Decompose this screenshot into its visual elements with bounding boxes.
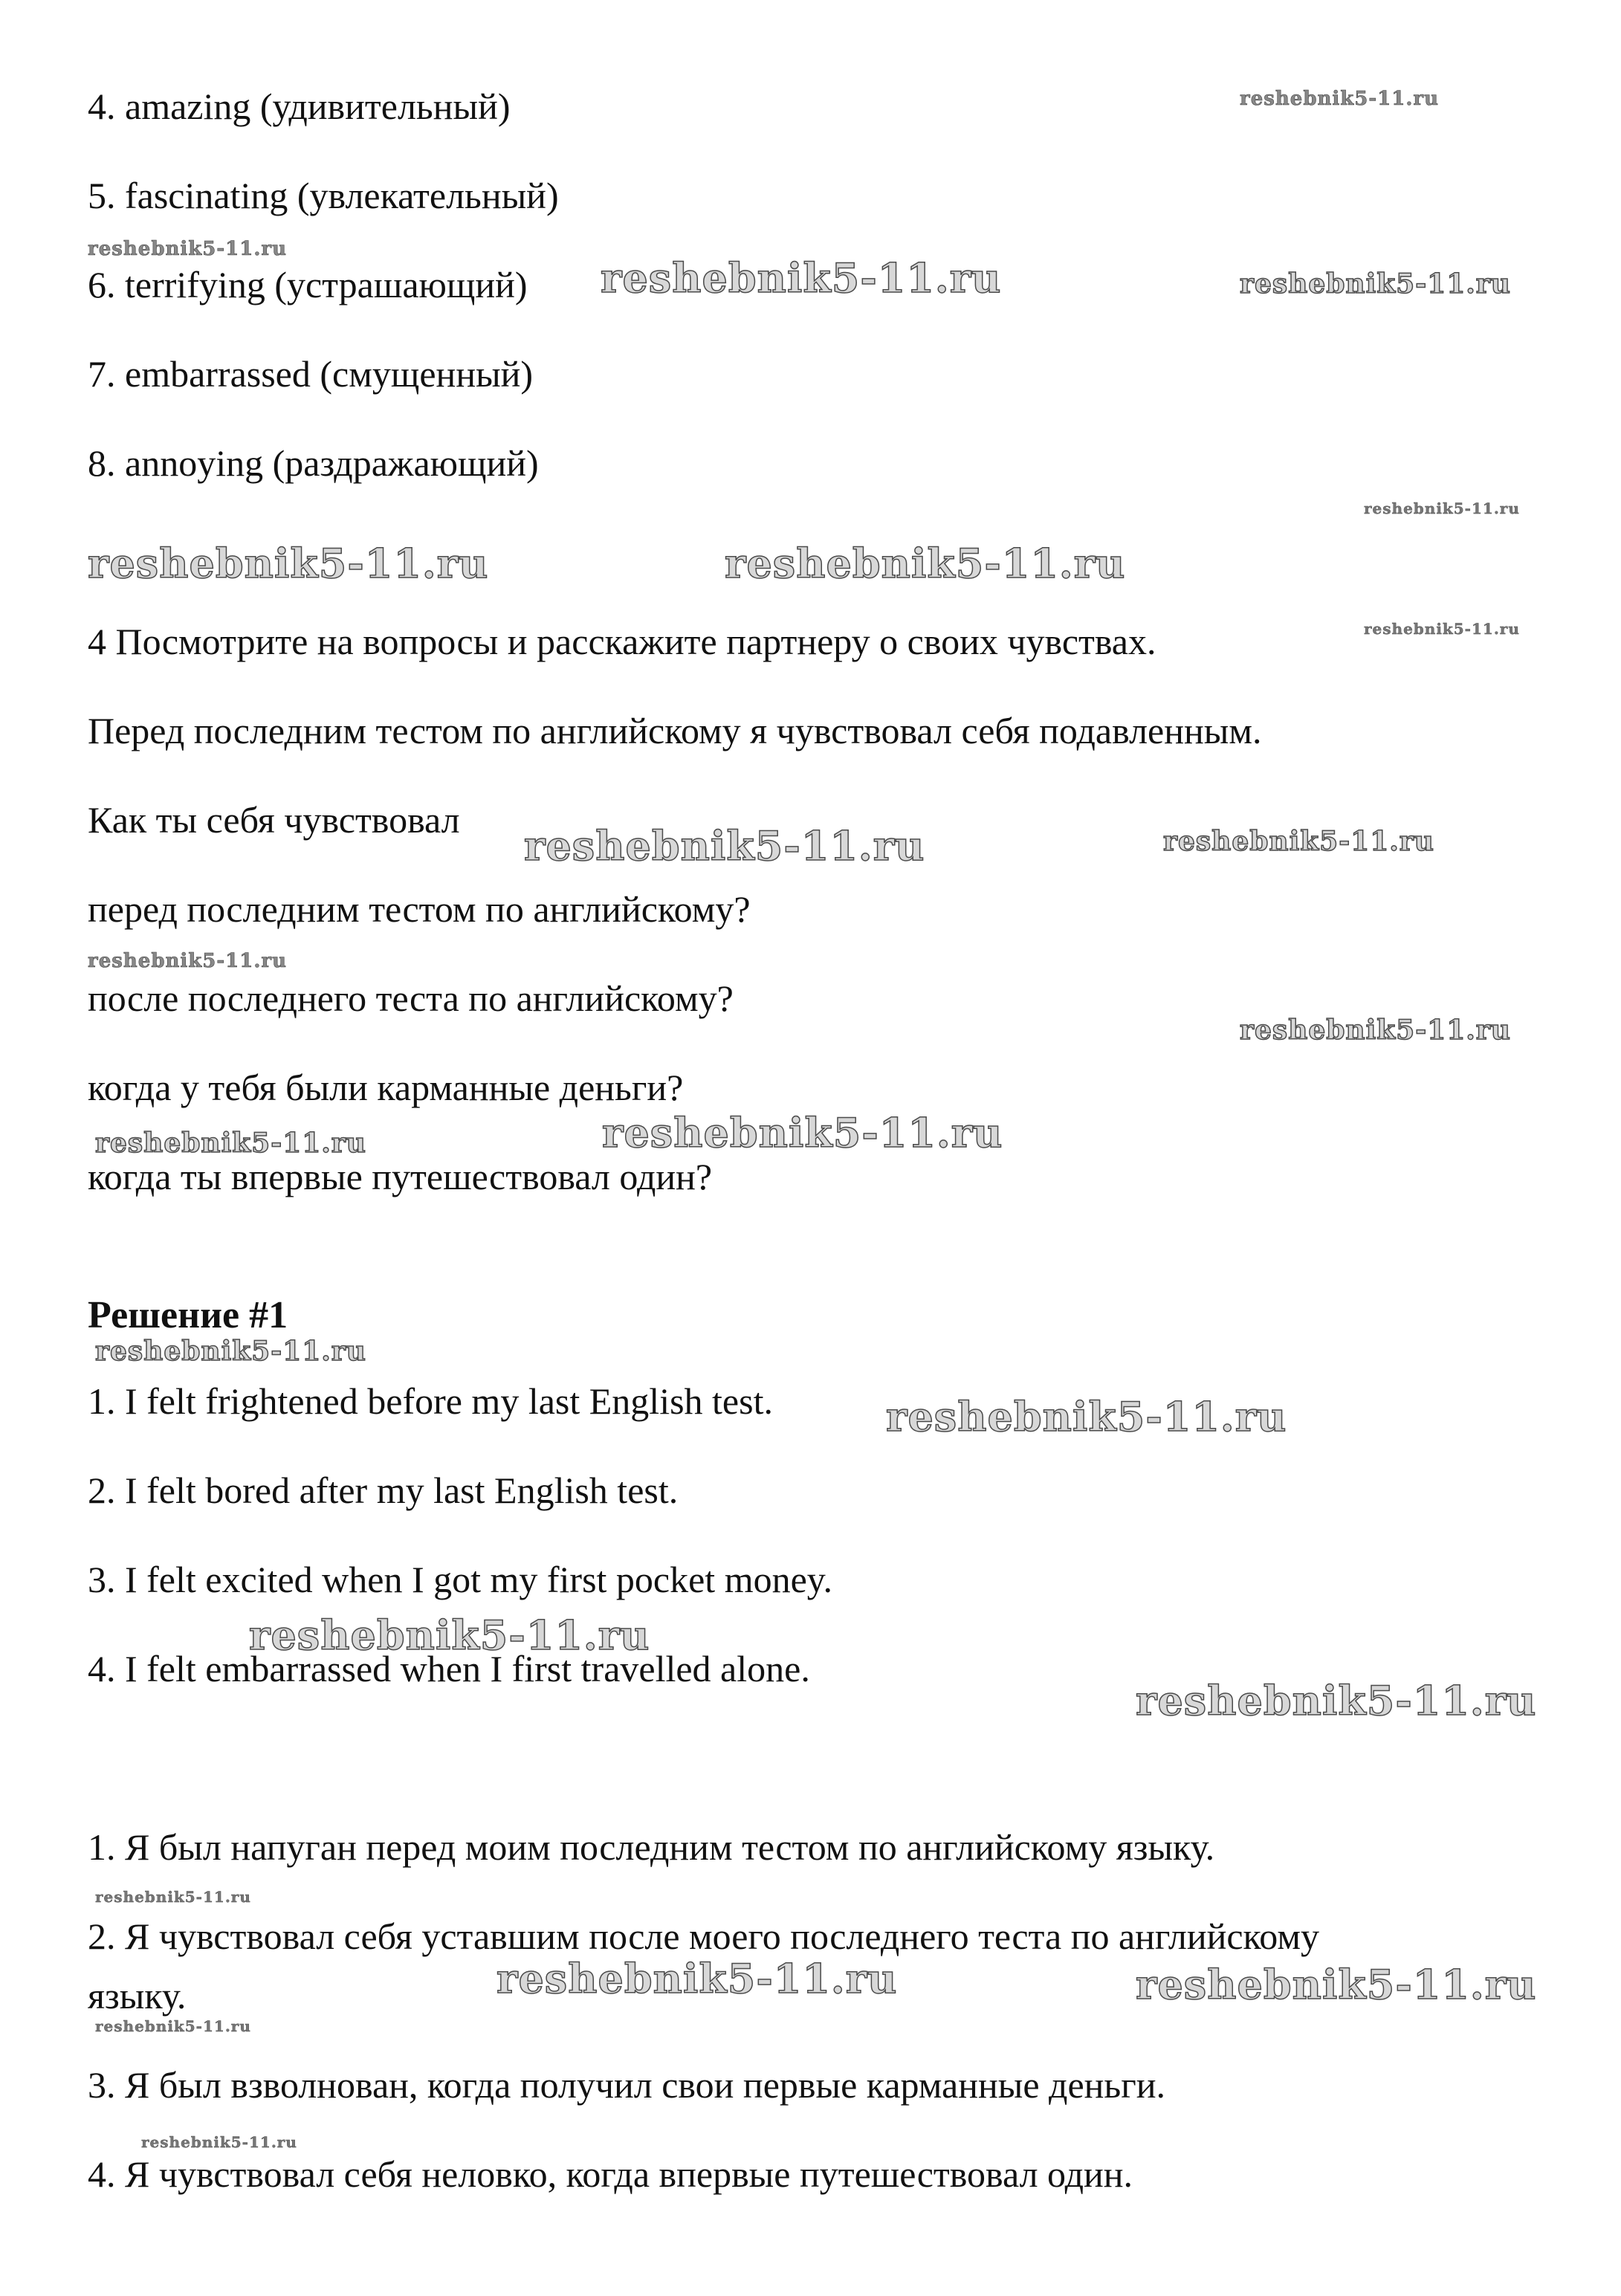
watermark: reshebnik5-11.ru — [1136, 1677, 1537, 1724]
watermark: reshebnik5-11.ru — [1240, 88, 1440, 110]
watermark: reshebnik5-11.ru — [1136, 1961, 1537, 2008]
english-answer: 1. I felt frightened before my last English test. — [88, 1380, 773, 1422]
watermark: reshebnik5-11.ru — [95, 1888, 251, 1906]
adjective-item: 5. fascinating (увлекательный) — [88, 175, 559, 216]
adjective-item: 6. terrifying (устрашающий) — [88, 264, 528, 305]
watermark: reshebnik5-11.ru — [602, 1109, 1003, 1157]
watermark: reshebnik5-11.ru — [95, 2017, 251, 2035]
watermark: reshebnik5-11.ru — [886, 1393, 1287, 1440]
watermark: reshebnik5-11.ru — [725, 540, 1126, 587]
english-answer: 4. I felt embarrassed when I first travelled alone. — [88, 1648, 810, 1689]
watermark: reshebnik5-11.ru — [1240, 268, 1511, 300]
watermark: reshebnik5-11.ru — [524, 822, 925, 870]
russian-answer: 2. Я чувствовал себя уставшим после моего последнего теста по английскому — [88, 1915, 1319, 1957]
watermark: reshebnik5-11.ru — [88, 950, 288, 972]
watermark: reshebnik5-11.ru — [1364, 620, 1520, 638]
watermark: reshebnik5-11.ru — [141, 2133, 297, 2151]
watermark: reshebnik5-11.ru — [88, 238, 288, 260]
question-item: после последнего теста по английскому? — [88, 977, 734, 1019]
question-item: перед последним тестом по английскому? — [88, 888, 751, 930]
adjective-item: 8. annoying (раздражающий) — [88, 442, 539, 484]
watermark: reshebnik5-11.ru — [88, 540, 489, 587]
watermark: reshebnik5-11.ru — [601, 254, 1002, 302]
task-example: Перед последним тестом по английскому я чувствовал себя подавленным. — [88, 710, 1262, 751]
english-answer: 2. I felt bored after my last English test. — [88, 1469, 679, 1511]
watermark: reshebnik5-11.ru — [496, 1955, 898, 2002]
question-intro: Как ты себя чувствовал — [88, 799, 460, 841]
russian-answer: 1. Я был напуган перед моим последним тестом по английскому языку. — [88, 1826, 1215, 1868]
watermark: reshebnik5-11.ru — [249, 1611, 650, 1659]
watermark: reshebnik5-11.ru — [95, 1336, 366, 1367]
russian-answer: 3. Я был взволнован, когда получил свои первые карманные деньги. — [88, 2064, 1165, 2106]
question-item: когда у тебя были карманные деньги? — [88, 1067, 684, 1108]
watermark: reshebnik5-11.ru — [95, 1128, 366, 1159]
adjective-item: 4. amazing (удивительный) — [88, 85, 511, 127]
watermark: reshebnik5-11.ru — [1364, 499, 1520, 517]
watermark: reshebnik5-11.ru — [1163, 826, 1434, 857]
task-instruction: 4 Посмотрите на вопросы и расскажите партнеру о своих чувствах. — [88, 621, 1156, 662]
adjective-item: 7. embarrassed (смущенный) — [88, 353, 534, 395]
english-answer: 3. I felt excited when I got my first pocket money. — [88, 1559, 833, 1600]
question-item: когда ты впервые путешествовал один? — [88, 1156, 713, 1197]
russian-answer: 4. Я чувствовал себя неловко, когда впервые путешествовал один. — [88, 2153, 1133, 2195]
solution-heading: Решение #1 — [88, 1294, 288, 1336]
russian-answer: языку. — [88, 1975, 187, 2017]
watermark: reshebnik5-11.ru — [1240, 1015, 1511, 1046]
